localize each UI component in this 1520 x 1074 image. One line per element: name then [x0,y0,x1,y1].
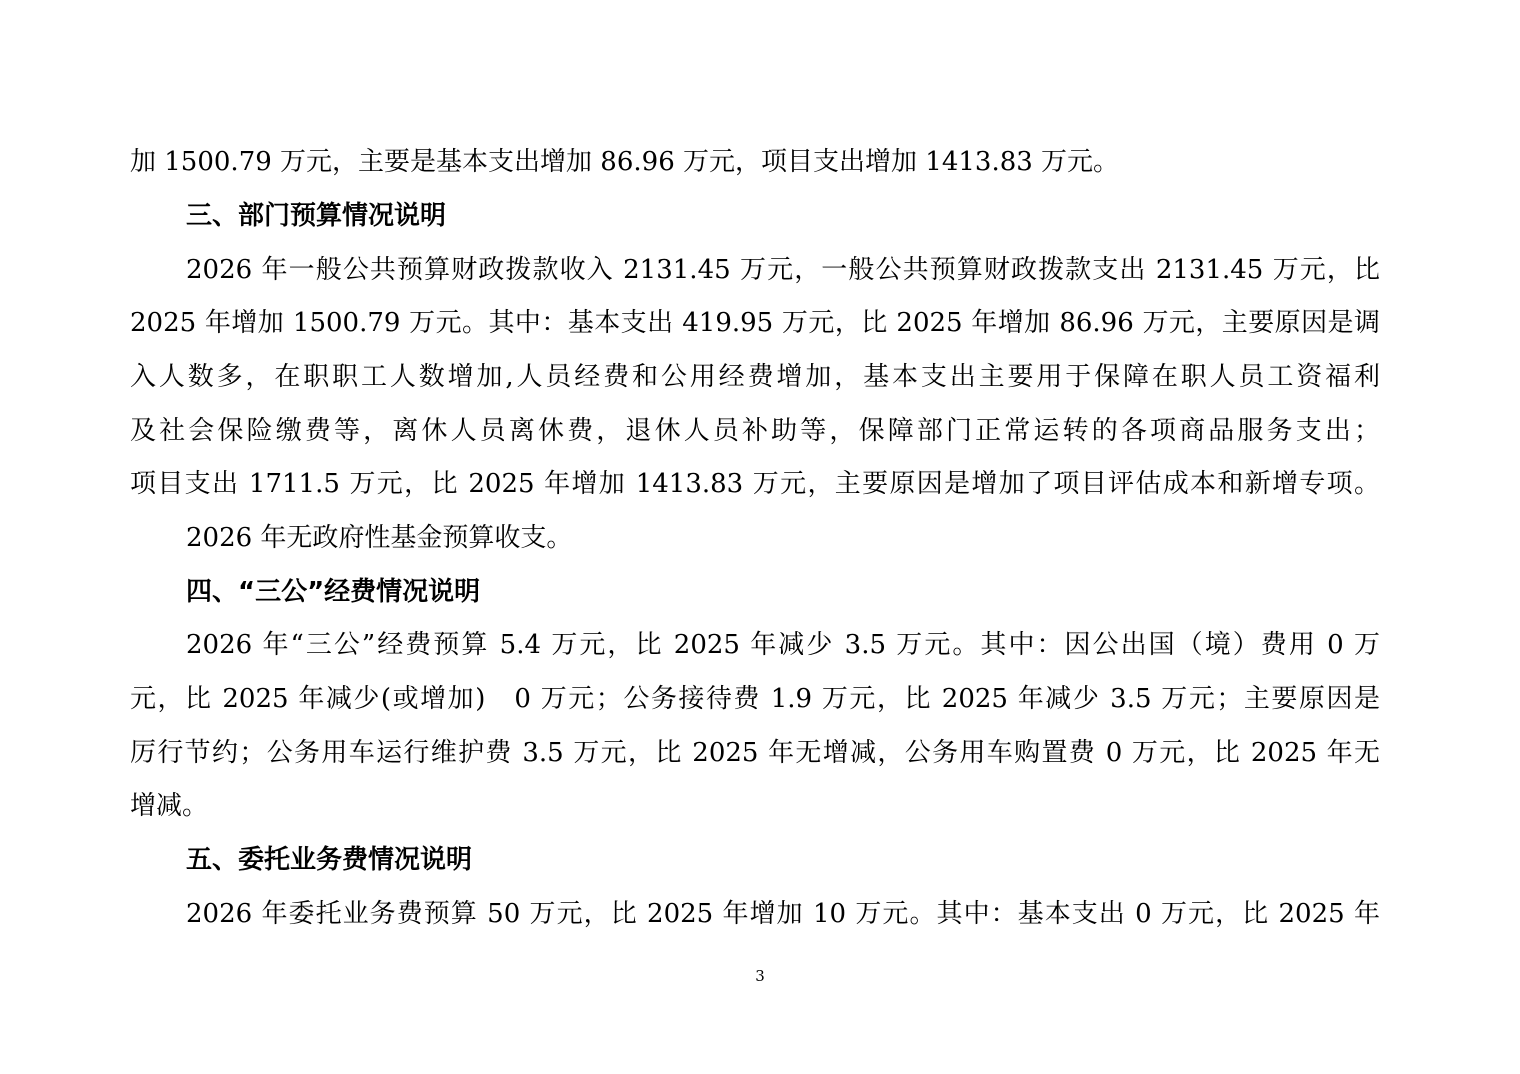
paragraph-line: 2026 年委托业务费预算 50 万元，比 2025 年增加 10 万元。其中：基本支出 0 万元，比 2025 年 [186,899,1380,929]
paragraph-line: 加 1500.79 万元，主要是基本支出增加 86.96 万元，项目支出增加 1413.83 万元。 [130,147,1120,177]
section-heading-entrusted-business: 五、委托业务费情况说明 [186,845,473,875]
paragraph-line: 项目支出 1711.5 万元，比 2025 年增加 1413.83 万元，主要原因是增加了项目评估成本和新增专项。 [130,469,1380,499]
paragraph-line: 增减。 [130,791,209,821]
paragraph-line: 2026 年“三公”经费预算 5.4 万元，比 2025 年减少 3.5 万元。其中：因公出国（境）费用 0 万 [186,630,1380,660]
section-heading-three-public-expenses: 四、“三公”经费情况说明 [186,577,481,607]
paragraph-line: 2026 年无政府性基金预算收支。 [186,523,573,553]
page-number: 3 [755,967,765,985]
paragraph-line: 2026 年一般公共预算财政拨款收入 2131.45 万元，一般公共预算财政拨款支出 2131.45 万元，比 [186,255,1380,285]
paragraph-line: 厉行节约；公务用车运行维护费 3.5 万元，比 2025 年无增减，公务用车购置费 0 万元，比 2025 年无 [130,738,1380,768]
paragraph-line: 入人数多，在职职工人数增加,人员经费和公用经费增加，基本支出主要用于保障在职人员工资福利 [130,362,1380,392]
paragraph-line: 及社会保险缴费等，离休人员离休费，退休人员补助等，保障部门正常运转的各项商品服务支出； [130,416,1380,446]
paragraph-line: 元，比 2025 年减少(或增加) 0 万元；公务接待费 1.9 万元，比 2025 年减少 3.5 万元；主要原因是 [130,684,1380,714]
section-heading-department-budget: 三、部门预算情况说明 [186,201,447,231]
paragraph-line: 2025 年增加 1500.79 万元。其中：基本支出 419.95 万元，比 2025 年增加 86.96 万元，主要原因是调 [130,308,1380,338]
